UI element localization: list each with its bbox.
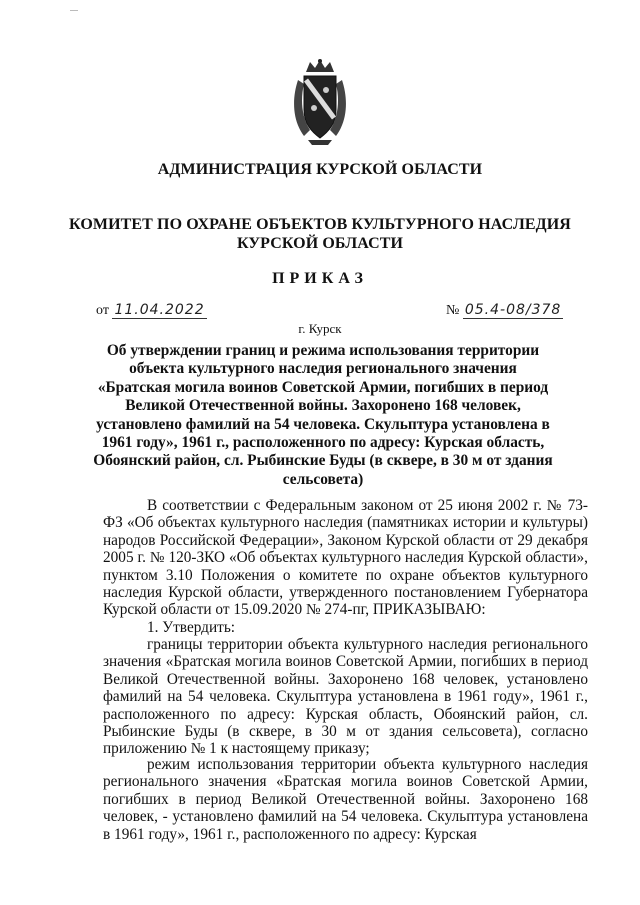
date-prefix: от [96,303,109,318]
administration-title: АДМИНИСТРАЦИЯ КУРСКОЙ ОБЛАСТИ [157,161,483,178]
date-value: 11.04.2022 [114,302,205,318]
usage-regime-paragraph: режим использования территории объекта культурного наследия регионального значения «Братская могила воинов Советской Армии, погибших в период Великой Отечественной войны. Захоронено 168 человек, - установлено фамилий на 54 человека. Скульптура установлена в 1961 году», 1961 г., расположенного по адресу: Курская [103,756,588,843]
order-heading: Об утверждении границ и режима использования территории объекта культурного наследия регионального значения «Братская могила воинов Советской Армии, погибших в период Великой Отечественной войны. Захоронено 168 человек, установлено фамилий на 54 человека. Скульптура установлена в 1961 году», 1961 г., расположенного по адресу: Курская область, Обоянский район, сл. Рыбинские Буды (в сквере, в 30 м от здания сельсовета) [93,342,553,488]
preamble-paragraph: В соответствии с Федеральным законом от 25 июня 2002 г. № 73-ФЗ «Об объектах культурного наследия (памятниках истории и культуры) народов Российской Федерации», Законом Курской области от 29 декабря 2005 г. № 120-ЗКО «Об объектах культурного наследия Курской области», пунктом 3.10 Положения о комитете по охране объектов культурного наследия Курской области, утвержденного постановлением Губернатора Курской области от 15.09.2020 № 274-пг, ПРИКАЗЫВАЮ: [103,497,588,619]
committee-title-line1: КОМИТЕТ ПО ОХРАНЕ ОБЪЕКТОВ КУЛЬТУРНОГО НАСЛЕДИЯ [69,216,571,233]
scan-mark [70,10,78,11]
committee-title-line2: КУРСКОЙ ОБЛАСТИ [236,235,404,252]
territory-boundaries-paragraph: границы территории объекта культурного наследия регионального значения «Братская могила воинов Советской Армии, погибших в период Великой Отечественной войны. Захоронено 168 человек, установлено фамилий на 54 человека. Скульптура установлена в 1961 году», 1961 г., расположенного по адресу: Курская область, Обоянский район, сл. Рыбинские Буды (в сквере, в 30 м от здания сельсовета), согласно приложению № 1 к настоящему приказу; [103,636,588,758]
item-1-paragraph: 1. Утвердить: [147,619,236,636]
number-prefix: № [446,303,460,318]
date-field [96,302,207,319]
coat-of-arms-icon [288,58,352,146]
document-type: ПРИКАЗ [272,270,368,287]
city-label: г. Курск [298,321,342,336]
number-field [446,302,563,319]
number-value: 05.4-08/378 [464,302,562,318]
committee-title [0,215,640,253]
